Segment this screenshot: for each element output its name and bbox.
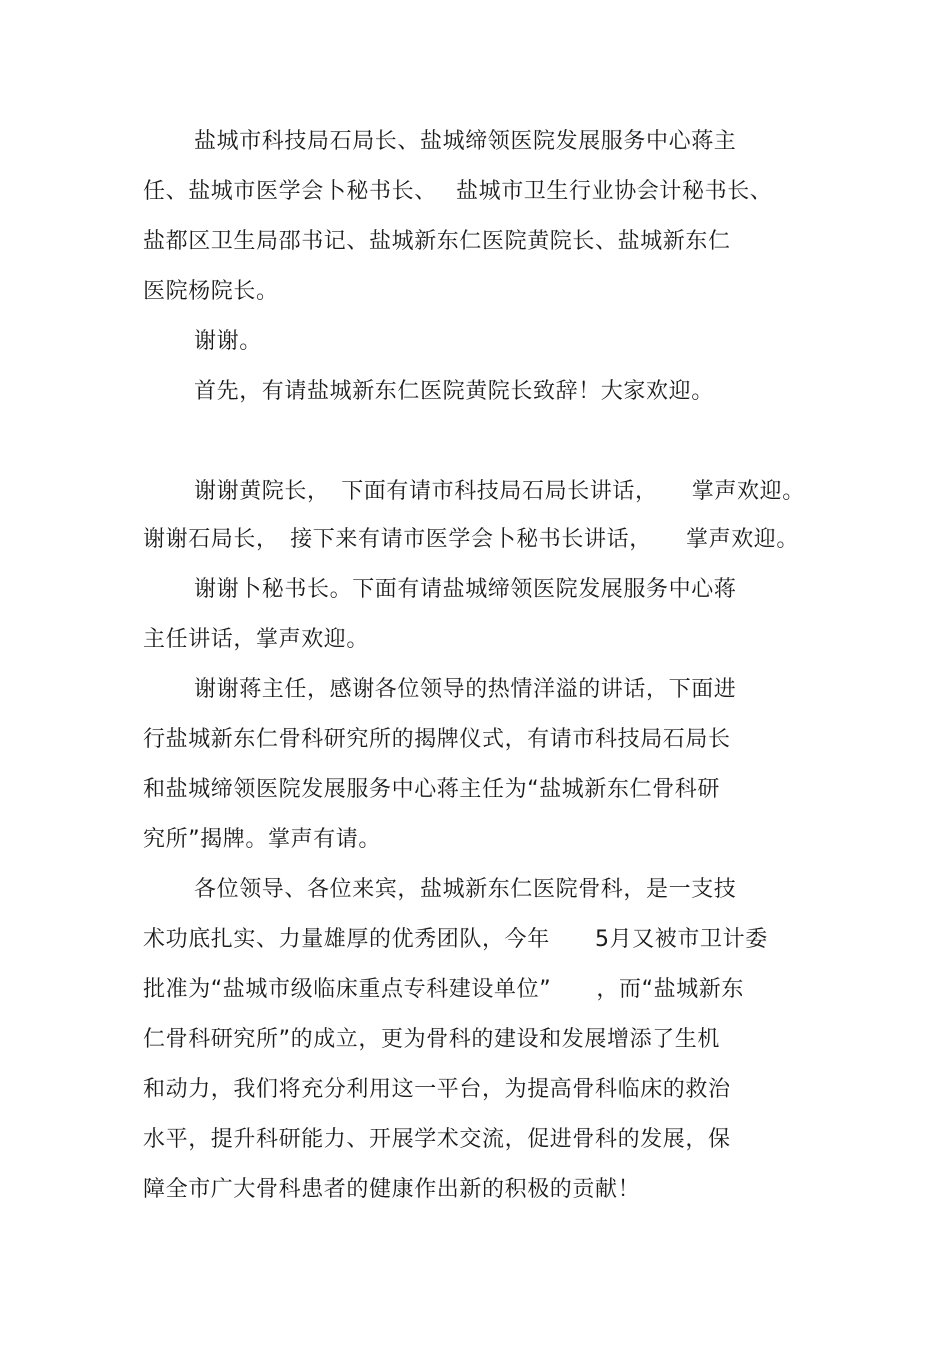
text-line: 盐城市科技局石局长、盐城缔领医院发展服务中心蒋主 xyxy=(194,129,737,154)
text-line: 任、盐城市医学会卜秘书长、 盐城市卫生行业协会计秘书长、 xyxy=(143,179,773,204)
text-line: 障全市广大骨科患者的健康作出新的积极的贡献！ xyxy=(143,1177,641,1202)
text-line: 谢谢卜秘书长。下面有请盐城缔领医院发展服务中心蒋 xyxy=(194,577,737,602)
text-line: 首先，有请盐城新东仁医院黄院长致辞！大家欢迎。 xyxy=(194,379,714,404)
text-line: 谢谢。 xyxy=(194,329,262,354)
text-line: 医院杨院长。 xyxy=(143,279,279,304)
text-line: 仁骨科研究所”的成立，更为骨科的建设和发展增添了生机 xyxy=(143,1027,720,1052)
text-line: 各位领导、各位来宾，盐城新东仁医院骨科，是一支技 xyxy=(194,877,737,902)
text-line: 谢谢蒋主任，感谢各位领导的热情洋溢的讲话，下面进 xyxy=(194,677,737,702)
text-line: 水平，提升科研能力、开展学术交流，促进骨科的发展，保 xyxy=(143,1127,731,1152)
text-line: 和盐城缔领医院发展服务中心蒋主任为“盐城新东仁骨科研 xyxy=(143,777,720,802)
text-line: 批准为“盐城市级临床重点专科建设单位” ，而“盐城新东 xyxy=(143,977,744,1002)
text-line: 谢谢黄院长， 下面有请市科技局石局长讲话， 掌声欢迎。 xyxy=(194,479,805,504)
text-line: 行盐城新东仁骨科研究所的揭牌仪式，有请市科技局石局长 xyxy=(143,727,731,752)
text-line: 和动力，我们将充分利用这一平台，为提高骨科临床的救治 xyxy=(143,1077,731,1102)
text-line: 究所”揭牌。掌声有请。 xyxy=(143,827,381,852)
text-line: 谢谢石局长， 接下来有请市医学会卜秘书长讲话， 掌声欢迎。 xyxy=(143,527,800,552)
text-line: 盐都区卫生局邵书记、盐城新东仁医院黄院长、盐城新东仁 xyxy=(143,229,731,254)
text-line: 主任讲话，掌声欢迎。 xyxy=(143,627,370,652)
text-line: 术功底扎实、力量雄厚的优秀团队，今年 5月又被市卫计委 xyxy=(143,927,768,952)
